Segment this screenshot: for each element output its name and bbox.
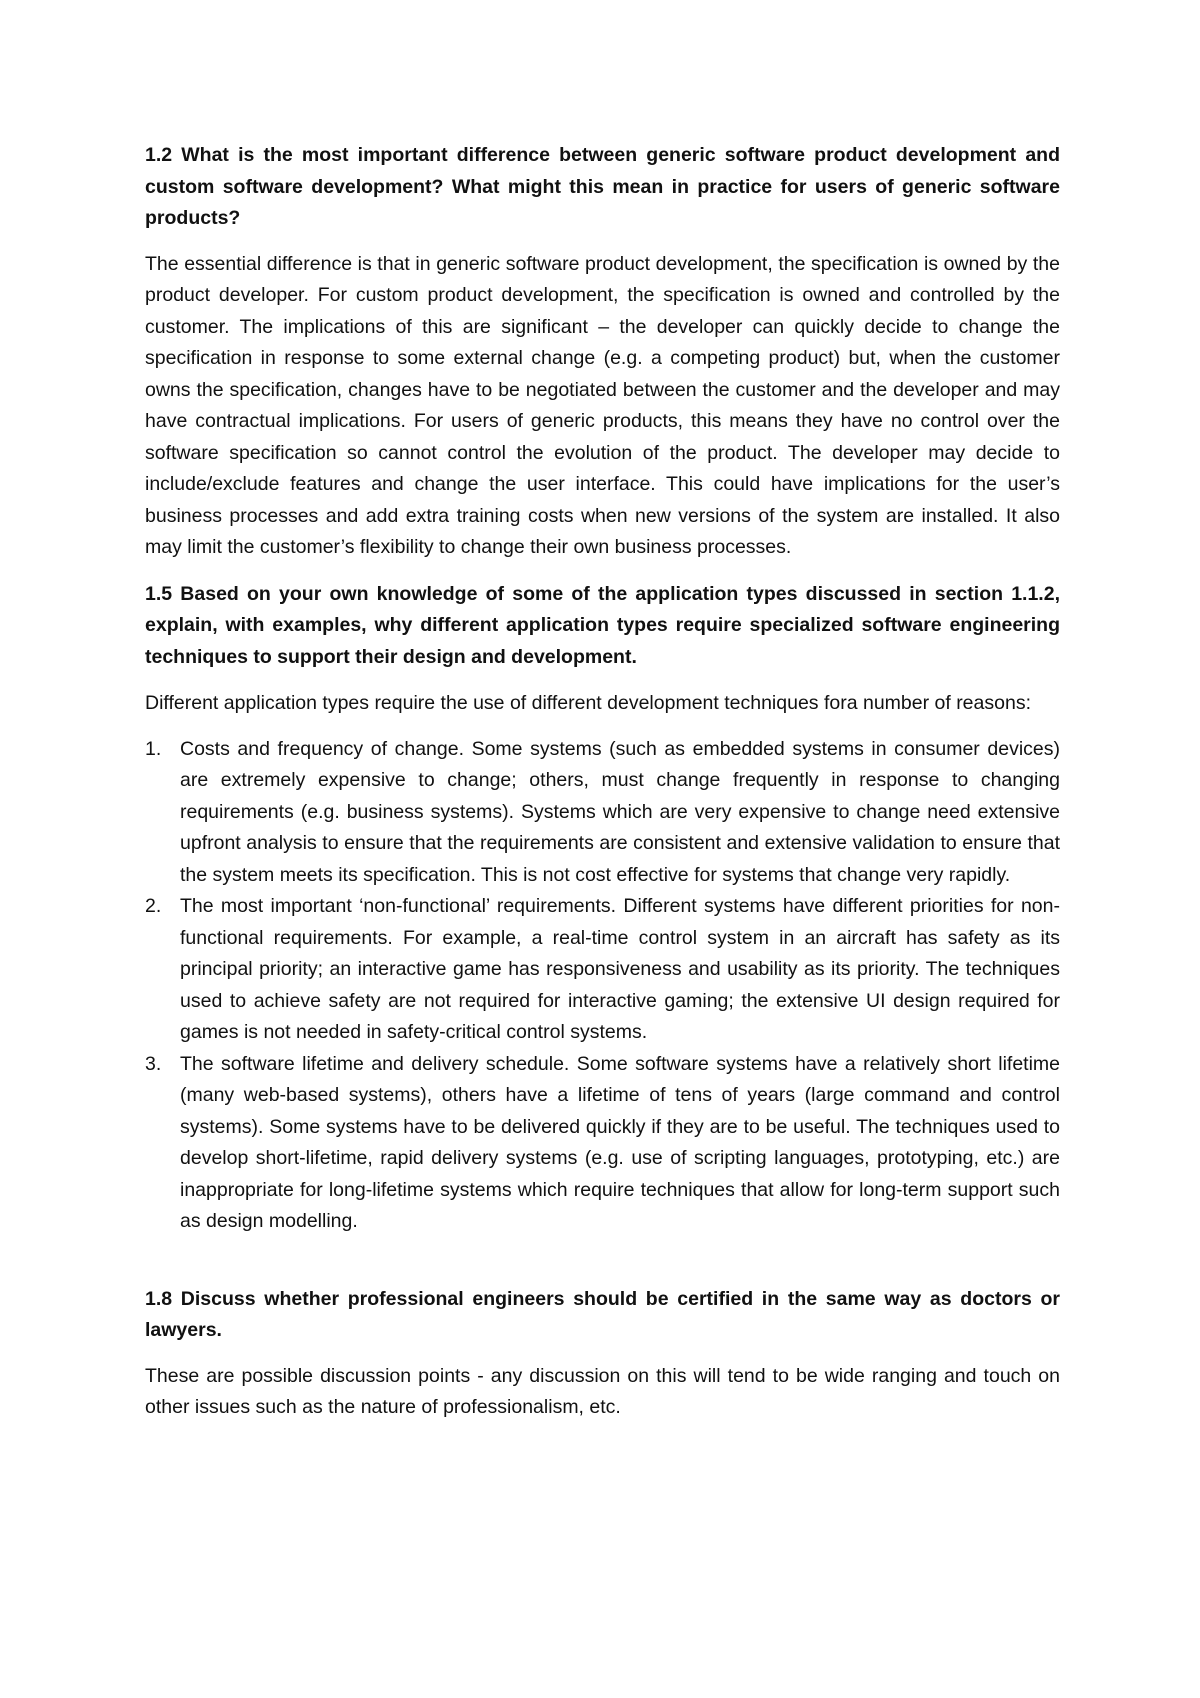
- document-page: [145, 140, 1060, 1424]
- question-1-8-answer: These are possible discussion points - any discussion on this will tend to be wide ranging and touch on other issues such as the nature of professionalism, etc.: [145, 1364, 1060, 1418]
- list-item: [145, 891, 1060, 1049]
- question-1-8-heading: 1.8 Discuss whether professional engineers should be certified in the same way as doctors or lawyers.: [145, 1287, 1060, 1341]
- list-item-text: Costs and frequency of change. Some systems (such as embedded systems in consumer devices) are extremely expensive to change; others, must change frequently in response to changing requirements (e.g. business systems). Systems which are very expensive to change need extensive upfront analysis to ensure that the requirements are consistent and extensive validation to ensure that the system meets its specification. This is not cost effective for systems that change very rapidly.: [180, 737, 1060, 886]
- question-1-5-heading: 1.5 Based on your own knowledge of some of the application types discussed in section 1.1.2, explain, with examples, why different application types require specialized software engineering techniques to support their design and development.: [145, 582, 1060, 668]
- list-item: [145, 734, 1060, 892]
- list-item-text: The most important ‘non-functional’ requirements. Different systems have different priorities for non-functional requirements. For example, a real-time control system in an aircraft has safety as its principal priority; an interactive game has responsiveness and usability as its priority. The techniques used to achieve safety are not required for interactive gaming; the extensive UI design required for games is not needed in safety-critical control systems.: [180, 895, 1060, 1043]
- list-item-text: The software lifetime and delivery schedule. Some software systems have a relatively short lifetime (many web-based systems), others have a lifetime of tens of years (large command and control systems). Some systems have to be delivered quickly if they are to be useful. The techniques used to develop short-lifetime, rapid delivery systems (e.g. use of scripting languages, prototyping, etc.) are inappropriate for long-lifetime systems which require techniques that allow for long-term support such as design modelling.: [180, 1052, 1060, 1232]
- reasons-list: [145, 734, 1060, 1238]
- list-item-number: 3.: [145, 1052, 162, 1075]
- list-item-number: 1.: [145, 737, 162, 760]
- question-1-2-answer: The essential difference is that in generic software product development, the specification is owned by the product developer. For custom product development, the specification is owned and controlled by the customer. The implications of this are significant – the developer can quickly decide to change the specification in response to some external change (e.g. a competing product) but, when the customer owns the specification, changes have to be negotiated between the customer and the developer and may have contractual implications. For users of generic products, this means they have no control over the software specification so cannot control the evolution of the product. The developer may decide to include/exclude features and change the user interface. This could have implications for the user’s business processes and add extra training costs when new versions of the system are installed. It also may limit the customer’s flexibility to change their own business processes.: [145, 252, 1060, 558]
- question-1-2-heading: 1.2 What is the most important difference between generic software product development and custom software development? What might this mean in practice for users of generic software products?: [145, 144, 1060, 229]
- question-1-5-intro: Different application types require the use of different development techniques fora number of reasons:: [145, 692, 1031, 714]
- list-item: [145, 1049, 1060, 1238]
- list-item-number: 2.: [145, 895, 162, 917]
